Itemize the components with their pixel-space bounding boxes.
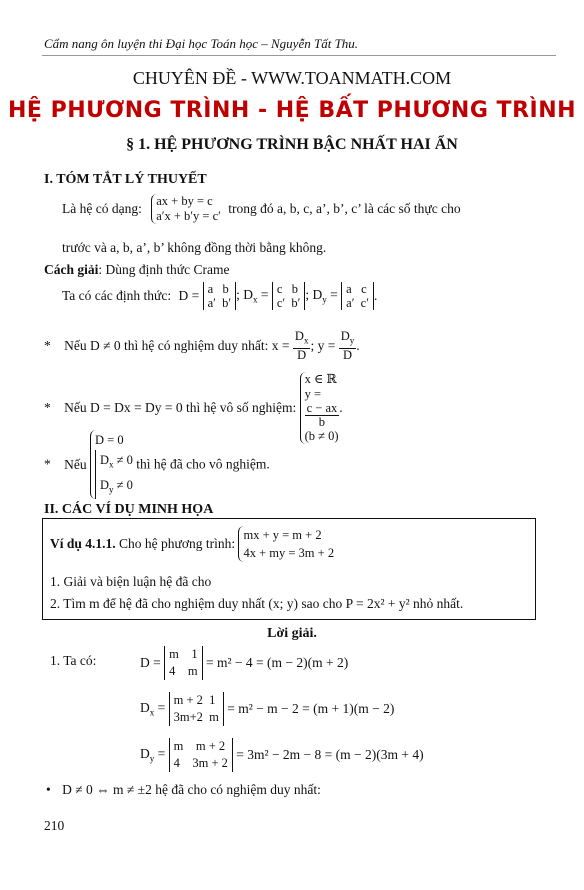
det-Dy-m: m m + 2 4 3m + 2 [169, 738, 233, 772]
case-2-cond: D = Dx = Dy = 0 [90, 400, 183, 415]
form-desc: trong đó a, b, c, a’, b’, c’ là các số thực cho [228, 201, 461, 216]
Dx-result: = m² − m − 2 = (m + 1)(m − 2) [227, 701, 395, 716]
form-eq-1: ax + by = c [156, 194, 213, 208]
form-system [151, 194, 221, 224]
main-title: HỆ PHƯƠNG TRÌNH - HỆ BẤT PHƯƠNG TRÌNH [7, 98, 577, 123]
det-Dx-row: $D_x$ = m + 2 1 3m+2 m = m² − m − 2 = (m + 1)(m − 2) [140, 693, 395, 724]
case-2: * Nếu D = Dx = Dy = 0 thì hệ vô số nghiệm: x ∈ ℝ y = c − ax b (b ≠ 0) . [44, 372, 343, 443]
form-intro: Là hệ có dạng: [62, 201, 142, 216]
D-result: = m² − 4 = (m − 2)(m + 2) [205, 655, 349, 670]
final-text: hệ đã cho có nghiệm duy nhất: [155, 782, 321, 797]
form-eq-2: a′x + b′y = c′ [156, 209, 221, 223]
task-1: 1. Giải và biện luận hệ đã cho [50, 574, 212, 589]
form-desc-2: trước và a, b, a’, b’ không đồng thời bằng không. [62, 240, 327, 255]
case-2-system: x ∈ ℝ y = c − ax b (b ≠ 0) [300, 372, 340, 444]
part2-heading: II. CÁC VÍ DỤ MINH HỌA [44, 502, 214, 517]
case-1-pre: Nếu [64, 337, 87, 353]
case-1-text: thì hệ có nghiệm duy nhất: [124, 337, 269, 353]
det-Dx: c b c′ b′ [272, 282, 306, 310]
method-label: Cách giải [44, 262, 99, 277]
case-2-x: x ∈ ℝ [304, 372, 337, 386]
header-rule [42, 55, 556, 56]
det-intro: Ta có các định thức: [62, 288, 172, 303]
case-1-cond: D ≠ 0 [90, 337, 121, 353]
page-header: Cẩm nang ôn luyện thi Đại học Toán học – Nguyễn Tất Thu. [44, 36, 359, 51]
det-D: a b a′ b′ [203, 282, 237, 310]
section-title: § 1. HỆ PHƯƠNG TRÌNH BẬC NHẤT HAI ẨN [126, 136, 458, 153]
final-row [46, 782, 321, 798]
final-cond: D ≠ 0 ⇔ m ≠ ±2 [62, 782, 152, 797]
case-2-bullet: * [44, 400, 51, 415]
frac-y: $\frac{D_y}{D}$ [340, 329, 355, 362]
example-label: Ví dụ 4.1.1. [50, 536, 116, 551]
case-2-cond-b: (b ≠ 0) [304, 429, 339, 443]
case-3-bullet: * [44, 456, 51, 472]
det-Dy-row: $D_y$ = m m + 2 4 3m + 2 = 3m² − 2m − 8 = (m − 2)(3m + 4) [140, 739, 424, 770]
case-2-pre: Nếu [64, 400, 87, 415]
task-2-expr: P = 2x² + y² [345, 596, 410, 611]
case-1-bullet: * [44, 337, 51, 353]
ex-eq-1: mx + y = m + 2 [243, 528, 322, 542]
page-number: 210 [44, 818, 65, 833]
part1-heading: I. TÓM TẮT LÝ THUYẾT [44, 172, 207, 187]
method-row [44, 262, 229, 278]
case-3 [44, 430, 270, 499]
example-row [50, 526, 334, 562]
det-D-m: m 1 4 m [164, 646, 202, 680]
det-Dx-m: m + 2 1 3m+2 m [169, 692, 224, 726]
Dy-result: = 3m² − 2m − 8 = (m − 2)(3m + 4) [236, 747, 424, 762]
case-3-system: D = 0 $D_x \ne 0$ $D_y \ne 0$ [90, 430, 133, 499]
case-3-pre: Nếu [64, 456, 87, 472]
example-system [238, 526, 334, 562]
solution-title: Lời giải. [267, 626, 317, 641]
det-D-row: D = m 1 4 m = m² − 4 = (m − 2)(m + 2) [140, 647, 349, 678]
determinants-row: Ta có các định thức: D = a b a′ b′ ; $D_x$ = c b c′ b′ ; $D_y$ = a c a′ c′ . [62, 282, 378, 310]
ex-eq-2: 4x + my = 3m + 2 [243, 546, 335, 560]
task-2 [50, 596, 463, 612]
frac-x: $\frac{D_x}{D}$ [294, 329, 309, 362]
det-Dy: a c a′ c′ [341, 282, 374, 310]
sol-1-label: 1. Ta có: [50, 653, 97, 668]
case-1: * Nếu D ≠ 0 thì hệ có nghiệm duy nhất: x = $\frac{D_x}{D}$ ; y = $\frac{D_y}{D}$ . [44, 329, 360, 362]
topic-title: CHUYÊN ĐỀ - WWW.TOANMATH.COM [132, 68, 452, 88]
case-3-text: thì hệ đã cho vô nghiệm. [136, 456, 270, 472]
method-text: : Dùng định thức Crame [98, 262, 230, 277]
task-2-text: 2. Tìm m để hệ đã cho nghiệm duy nhất (x; y) sao cho [50, 596, 343, 611]
example-text: Cho hệ phương trình: [119, 536, 236, 551]
case-2-text: thì hệ vô số nghiệm: [185, 400, 297, 415]
form-row [62, 194, 461, 224]
task-2-end: nhỏ nhất. [413, 596, 464, 611]
final-bullet: • [46, 782, 51, 797]
